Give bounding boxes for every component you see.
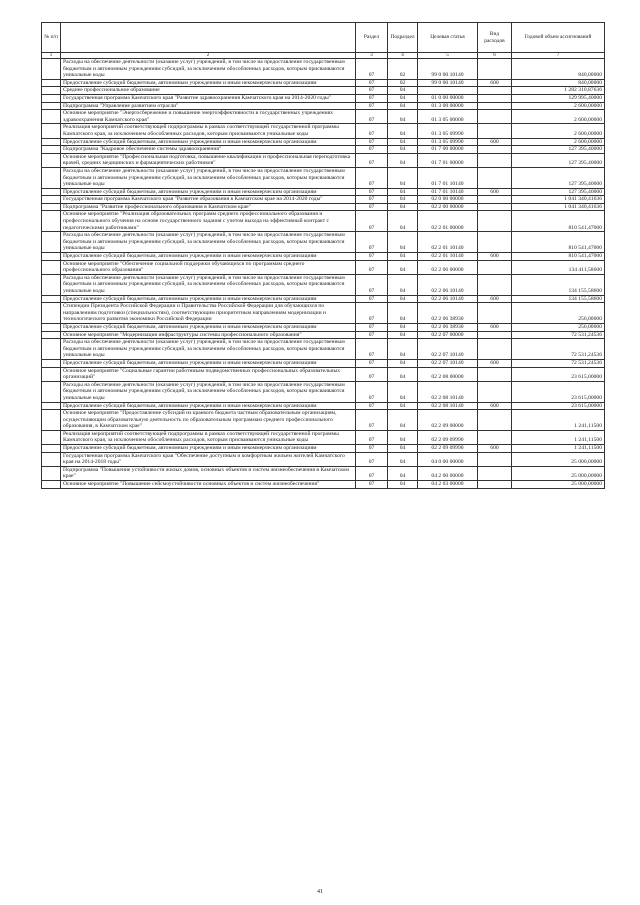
row-subsection-cell: 02 [388,79,418,87]
row-section-cell: 07 [356,274,388,295]
row-amount-cell: 25 000,00000 [512,466,605,480]
row-number-cell [42,87,61,95]
row-target-article-cell: 02 2 06 38930 [418,323,478,331]
row-subsection-cell: 04 [388,367,418,381]
row-expense-type-cell [478,430,512,444]
row-target-article-cell: 01 0 00 00000 [418,94,478,102]
row-number-cell [42,331,61,339]
header-expense-type: Вид расходов [478,23,512,53]
row-subsection-cell: 04 [388,253,418,261]
row-number-cell [42,167,61,188]
header-name [61,23,356,53]
row-subsection-cell: 04 [388,232,418,253]
row-target-article-cell: 02 2 08 10140 [418,381,478,402]
row-amount-cell: 1 241,11500 [512,445,605,453]
row-section-cell: 07 [356,303,388,324]
row-section-cell: 07 [356,153,388,167]
row-subsection-cell: 04 [388,452,418,466]
row-target-article-cell: 04 0 00 00000 [418,452,478,466]
row-expense-type-cell: 600 [478,188,512,196]
row-expense-type-cell [478,466,512,480]
row-number-cell [42,211,61,232]
row-target-article-cell: 02 2 09 09990 [418,430,478,444]
row-section-cell: 07 [356,102,388,110]
row-amount-cell: 25 000,00000 [512,481,605,489]
row-section-cell: 07 [356,203,388,211]
row-amount-cell: 134 155,58600 [512,274,605,295]
table-row [42,232,605,253]
row-amount-cell: 1 041 340,41636 [512,203,605,211]
row-target-article-cell: 01 3 05 09990 [418,138,478,146]
row-number-cell [42,196,61,204]
row-name-cell: Основное мероприятие "Энергосбережение и повышение энергоэффективности в государственных учреждениях здравоохранения Камчатского края" [61,110,356,124]
row-subsection-cell: 04 [388,466,418,480]
row-number-cell [42,153,61,167]
row-name-cell: Подпрограмма "Развитие профессионального образования в Камчатском крае" [61,203,356,211]
row-name-cell: Основное мероприятие "Социальные гарантии работникам подведомственных профессиональных образовательных организаций" [61,367,356,381]
table-row [42,331,605,339]
table-row [42,167,605,188]
row-amount-cell: 1 241,11500 [512,430,605,444]
row-subsection-cell: 04 [388,481,418,489]
table-row [42,138,605,146]
row-target-article-cell: 02 2 06 10140 [418,295,478,303]
row-expense-type-cell [478,110,512,124]
table-row [42,196,605,204]
row-amount-cell: 72 531,24536 [512,331,605,339]
row-section-cell: 07 [356,359,388,367]
row-section-cell: 07 [356,146,388,154]
row-name-cell: Расходы на обеспечение деятельности (оказание услуг) учреждений, в том числе на предоставление государственным бюджетным и автономным учреждениям субсидий, за исключением обособленных расходов, которым присваиваются уникальные коды [61,381,356,402]
row-number-cell [42,339,61,360]
row-target-article-cell: 99 0 00 10140 [418,79,478,87]
row-expense-type-cell: 600 [478,445,512,453]
row-subsection-cell: 04 [388,153,418,167]
row-subsection-cell: 04 [388,323,418,331]
header-section: Раздел [356,23,388,53]
table-row [42,94,605,102]
row-number-cell [42,303,61,324]
row-section-cell: 07 [356,445,388,453]
row-expense-type-cell: 600 [478,323,512,331]
row-number-cell [42,94,61,102]
row-section-cell: 07 [356,323,388,331]
row-subsection-cell: 02 [388,59,418,80]
table-row [42,381,605,402]
row-name-cell: Предоставление субсидий бюджетным, автономным учреждениям и иным некоммерческим организациям [61,253,356,261]
row-name-cell: Расходы на обеспечение деятельности (оказание услуг) учреждений, в том числе на предоставление государственным бюджетным и автономным учреждениям субсидий, за исключением обособленных расходов, которым присваиваются уникальные коды [61,274,356,295]
row-target-article-cell: 02 2 09 00000 [418,410,478,431]
row-number-cell [42,410,61,431]
row-number-cell [42,232,61,253]
row-number-cell [42,381,61,402]
row-amount-cell: 1 241,11500 [512,410,605,431]
row-number-cell [42,430,61,444]
row-name-cell: Подпрограмма "Управление развитием отрасли" [61,102,356,110]
row-number-cell [42,102,61,110]
table-row [42,339,605,360]
row-target-article-cell: 02 0 00 00000 [418,196,478,204]
row-amount-cell: 72 531,24536 [512,339,605,360]
row-name-cell: Подпрограмма "Повышение устойчивости жилых домов, основных объектов и систем жизнеобеспечения в Камчатском крае" [61,466,356,480]
page-number: 41 [317,889,323,895]
row-expense-type-cell [478,410,512,431]
row-name-cell: Предоставление субсидий бюджетным, автономным учреждениям и иным некоммерческим организациям [61,402,356,410]
row-subsection-cell: 04 [388,211,418,232]
row-subsection-cell: 04 [388,138,418,146]
row-name-cell: Основное мероприятие "Повышение сейсмоустойчивости основных объектов и систем жизнеобеспечения" [61,481,356,489]
row-name-cell: Предоставление субсидий бюджетным, автономным учреждениям и иным некоммерческим организациям [61,79,356,87]
row-section-cell: 07 [356,481,388,489]
row-amount-cell: 840,00000 [512,79,605,87]
row-name-cell: Подпрограмма "Кадровое обеспечение системы здравоохранения" [61,146,356,154]
row-subsection-cell: 04 [388,402,418,410]
row-number-cell [42,253,61,261]
row-target-article-cell: 02 2 08 10140 [418,402,478,410]
row-subsection-cell: 04 [388,110,418,124]
row-subsection-cell: 04 [388,331,418,339]
row-target-article-cell: 01 3 05 00000 [418,110,478,124]
row-subsection-cell: 04 [388,146,418,154]
row-target-article-cell: 01 7 00 00000 [418,146,478,154]
row-number-cell [42,466,61,480]
row-target-article-cell: 02 2 07 10140 [418,339,478,360]
row-amount-cell: 256,00000 [512,303,605,324]
row-subsection-cell: 04 [388,381,418,402]
table-row [42,367,605,381]
row-target-article-cell: 02 2 01 00000 [418,211,478,232]
row-subsection-cell: 04 [388,102,418,110]
row-number-cell [42,274,61,295]
header-target-article: Целевая статья [418,23,478,53]
row-expense-type-cell [478,94,512,102]
row-target-article-cell: 01 3 05 09990 [418,124,478,138]
header-num: № п/п [42,23,61,53]
row-subsection-cell: 04 [388,188,418,196]
table-row [42,359,605,367]
row-number-cell [42,110,61,124]
row-name-cell: Государственная программа Камчатского края "Обеспечение доступным и комфортным жильем жителей Камчатского края на 2014-2018 годы" [61,452,356,466]
row-section-cell: 07 [356,331,388,339]
table-row [42,452,605,466]
row-name-cell: Расходы на обеспечение деятельности (оказание услуг) учреждений, в том числе на предоставление государственным бюджетным и автономным учреждениям субсидий, за исключением обособленных расходов, которым присваиваются уникальные коды [61,167,356,188]
row-expense-type-cell [478,102,512,110]
table-row [42,153,605,167]
col-num-1: 1 [42,53,61,59]
table-row [42,124,605,138]
row-amount-cell: 129 995,40000 [512,94,605,102]
row-section-cell: 07 [356,253,388,261]
row-target-article-cell: 02 2 08 00000 [418,367,478,381]
budget-table-page [41,22,604,489]
row-name-cell: Стипендии Президента Российской Федерации и Правительства Российской Федерации для обучающихся по направлениям подготовки (специальностям), соответствующим приоритетным направлениям модернизации и технологического развития экономики Российской Федерации [61,303,356,324]
row-amount-cell: 134 155,58600 [512,295,605,303]
row-number-cell [42,323,61,331]
row-target-article-cell: 02 2 06 00000 [418,260,478,274]
row-number-cell [42,188,61,196]
row-section-cell: 07 [356,466,388,480]
row-amount-cell: 23 615,00000 [512,402,605,410]
row-expense-type-cell [478,124,512,138]
row-amount-cell: 810 541,47000 [512,253,605,261]
row-subsection-cell: 04 [388,430,418,444]
row-target-article-cell: 02 2 01 10140 [418,232,478,253]
row-expense-type-cell [478,167,512,188]
row-target-article-cell: 02 2 01 10140 [418,253,478,261]
row-section-cell: 07 [356,339,388,360]
row-amount-cell: 23 615,00000 [512,381,605,402]
table-row [42,445,605,453]
table-row [42,402,605,410]
row-name-cell: Предоставление субсидий бюджетным, автономным учреждениям и иным некоммерческим организациям [61,138,356,146]
table-row [42,303,605,324]
row-section-cell: 07 [356,138,388,146]
col-num-2: 2 [61,53,356,59]
row-name-cell: Предоставление субсидий бюджетным, автономным учреждениям и иным некоммерческим организациям [61,295,356,303]
row-subsection-cell: 04 [388,303,418,324]
table-row [42,59,605,80]
row-number-cell [42,295,61,303]
row-target-article-cell: 01 7 01 10140 [418,167,478,188]
row-expense-type-cell [478,481,512,489]
col-num-3: 3 [356,53,388,59]
row-subsection-cell: 04 [388,87,418,95]
row-amount-cell: 134 411,58600 [512,260,605,274]
row-subsection-cell: 04 [388,124,418,138]
row-number-cell [42,124,61,138]
row-expense-type-cell [478,367,512,381]
header-amount: Годовой объем ассигнований [512,23,605,53]
row-number-cell [42,59,61,80]
row-number-cell [42,138,61,146]
row-name-cell: Реализация мероприятий соответствующей подпрограммы в рамках соответствующей государственной программы Камчатского края, за исключением обособленных расходов, которым присваиваются уникальные коды [61,124,356,138]
row-subsection-cell: 04 [388,339,418,360]
table-row [42,79,605,87]
row-name-cell: Государственная программа Камчатского края "Развитие образования в Камчатском крае на 2014-2020 годы" [61,196,356,204]
row-amount-cell: 72 531,24536 [512,359,605,367]
row-expense-type-cell [478,59,512,80]
row-expense-type-cell [478,232,512,253]
table-body [42,59,605,489]
table-row [42,203,605,211]
row-section-cell: 07 [356,211,388,232]
row-section-cell: 07 [356,410,388,431]
row-expense-type-cell [478,211,512,232]
row-subsection-cell: 04 [388,295,418,303]
row-expense-type-cell [478,87,512,95]
row-subsection-cell: 04 [388,445,418,453]
row-name-cell: Расходы на обеспечение деятельности (оказание услуг) учреждений, в том числе на предоставление государственным бюджетным и автономным учреждениям субсидий, за исключением обособленных расходов, которым присваиваются уникальные коды [61,339,356,360]
row-expense-type-cell: 600 [478,359,512,367]
row-target-article-cell: 04 2 03 00000 [418,481,478,489]
header-subsection: Подраздел [388,23,418,53]
row-amount-cell: 127 395,40000 [512,146,605,154]
budget-table [41,22,605,489]
col-num-4: 4 [388,53,418,59]
row-target-article-cell [418,87,478,95]
row-number-cell [42,367,61,381]
row-subsection-cell: 04 [388,167,418,188]
row-target-article-cell: 99 0 00 10140 [418,59,478,80]
row-amount-cell: 127 395,40000 [512,167,605,188]
row-target-article-cell: 02 2 07 00000 [418,331,478,339]
row-subsection-cell: 04 [388,260,418,274]
row-name-cell: Расходы на обеспечение деятельности (оказание услуг) учреждений, в том числе на предоставление государственным бюджетным и автономным учреждениям субсидий, за исключением обособленных расходов, которым присваиваются уникальные коды [61,59,356,80]
row-expense-type-cell [478,260,512,274]
row-target-article-cell: 04 2 00 00000 [418,466,478,480]
row-target-article-cell: 02 2 09 09990 [418,445,478,453]
col-num-5: 5 [418,53,478,59]
table-header-row [42,23,605,53]
row-name-cell: Основное мероприятие "Предоставление субсидий из краевого бюджета частным образовательным организациям, осуществляющим образовательную деятельность по образовательным программам среднего профессионального образования, в Камчатском крае" [61,410,356,431]
row-name-cell: Предоставление субсидий бюджетным, автономным учреждениям и иным некоммерческим организациям [61,188,356,196]
row-section-cell: 07 [356,167,388,188]
row-amount-cell: 2 600,00000 [512,110,605,124]
row-amount-cell: 810 541,47000 [512,232,605,253]
row-expense-type-cell [478,146,512,154]
row-expense-type-cell [478,196,512,204]
row-section-cell: 07 [356,452,388,466]
row-section-cell: 07 [356,59,388,80]
row-section-cell: 07 [356,295,388,303]
row-number-cell [42,203,61,211]
row-expense-type-cell: 600 [478,138,512,146]
row-number-cell [42,481,61,489]
row-name-cell: Предоставление субсидий бюджетным, автономным учреждениям и иным некоммерческим организациям [61,323,356,331]
row-number-cell [42,359,61,367]
table-row [42,110,605,124]
row-number-cell [42,146,61,154]
row-section-cell: 07 [356,430,388,444]
row-expense-type-cell [478,331,512,339]
row-expense-type-cell: 600 [478,79,512,87]
row-amount-cell: 1 282 310,87636 [512,87,605,95]
row-amount-cell: 840,00000 [512,59,605,80]
table-row [42,188,605,196]
row-amount-cell: 2 600,00000 [512,102,605,110]
row-section-cell: 07 [356,381,388,402]
row-section-cell: 07 [356,260,388,274]
row-number-cell [42,79,61,87]
table-row [42,87,605,95]
row-number-cell [42,452,61,466]
row-expense-type-cell [478,274,512,295]
row-target-article-cell: 01 7 01 10140 [418,188,478,196]
row-target-article-cell: 02 2 06 38930 [418,303,478,324]
table-row [42,466,605,480]
row-section-cell: 07 [356,110,388,124]
row-number-cell [42,260,61,274]
row-name-cell: Реализация мероприятий соответствующей подпрограммы в рамках соответствующей государственной программы Камчатского края, за исключением обособленных расходов, которым присваиваются уникальные коды [61,430,356,444]
row-target-article-cell: 02 2 07 10140 [418,359,478,367]
row-name-cell: Среднее профессиональное образование [61,87,356,95]
table-row [42,274,605,295]
row-amount-cell: 1 041 340,41636 [512,196,605,204]
row-section-cell: 07 [356,367,388,381]
table-row [42,481,605,489]
row-amount-cell: 256,00000 [512,323,605,331]
row-amount-cell: 127 395,40000 [512,153,605,167]
row-target-article-cell: 01 7 01 00000 [418,153,478,167]
row-section-cell: 07 [356,232,388,253]
table-row [42,430,605,444]
row-name-cell: Основное мероприятие "Реализация образовательных программ среднего профессионального образования и профессионального обучения на основе государственного задания с учетом выхода на эффективный контракт с педагогическими работниками" [61,211,356,232]
row-number-cell [42,445,61,453]
row-amount-cell: 23 615,00000 [512,367,605,381]
table-row [42,146,605,154]
row-target-article-cell: 01 3 00 00000 [418,102,478,110]
row-amount-cell: 127 395,40000 [512,188,605,196]
table-row [42,102,605,110]
row-expense-type-cell [478,303,512,324]
table-row [42,323,605,331]
row-name-cell: Предоставление субсидий бюджетным, автономным учреждениям и иным некоммерческим организациям [61,359,356,367]
row-expense-type-cell [478,381,512,402]
row-expense-type-cell [478,203,512,211]
row-section-cell: 07 [356,124,388,138]
row-amount-cell: 2 600,00000 [512,138,605,146]
row-section-cell: 07 [356,196,388,204]
row-amount-cell: 25 000,00000 [512,452,605,466]
row-subsection-cell: 04 [388,410,418,431]
table-row [42,253,605,261]
table-row [42,211,605,232]
row-expense-type-cell [478,153,512,167]
row-amount-cell: 2 600,00000 [512,124,605,138]
row-section-cell: 07 [356,87,388,95]
row-section-cell: 07 [356,402,388,410]
row-amount-cell: 810 541,47000 [512,211,605,232]
row-subsection-cell: 04 [388,274,418,295]
row-name-cell: Предоставление субсидий бюджетным, автономным учреждениям и иным некоммерческим организациям [61,445,356,453]
row-name-cell: Основное мероприятие "Профессиональная подготовка, повышение квалификации и профессиональная переподготовка врачей, средних медицинских и фармацевтических работников" [61,153,356,167]
col-num-7: 7 [512,53,605,59]
row-section-cell: 07 [356,188,388,196]
row-expense-type-cell: 600 [478,402,512,410]
row-name-cell: Основное мероприятие "Модернизация инфраструктуры системы профессионального образования" [61,331,356,339]
row-section-cell: 07 [356,79,388,87]
row-target-article-cell: 02 2 06 10140 [418,274,478,295]
row-name-cell: Расходы на обеспечение деятельности (оказание услуг) учреждений, в том числе на предоставление государственным бюджетным и автономным учреждениям субсидий, за исключением обособленных расходов, которым присваиваются уникальные коды [61,232,356,253]
row-expense-type-cell: 600 [478,295,512,303]
table-row [42,410,605,431]
row-expense-type-cell: 600 [478,253,512,261]
row-subsection-cell: 04 [388,203,418,211]
row-expense-type-cell [478,452,512,466]
row-section-cell: 07 [356,94,388,102]
col-num-6: 6 [478,53,512,59]
table-row [42,260,605,274]
row-expense-type-cell [478,339,512,360]
table-row [42,295,605,303]
row-target-article-cell: 02 2 00 00000 [418,203,478,211]
row-subsection-cell: 04 [388,359,418,367]
row-name-cell: Государственная программа Камчатского края "Развитие здравоохранения Камчатского края на 2014-2020 годы" [61,94,356,102]
row-name-cell: Основное мероприятие "Обеспечение социальной поддержки обучающихся по программам среднего профессионального образования" [61,260,356,274]
row-subsection-cell: 04 [388,94,418,102]
row-number-cell [42,402,61,410]
row-subsection-cell: 04 [388,196,418,204]
